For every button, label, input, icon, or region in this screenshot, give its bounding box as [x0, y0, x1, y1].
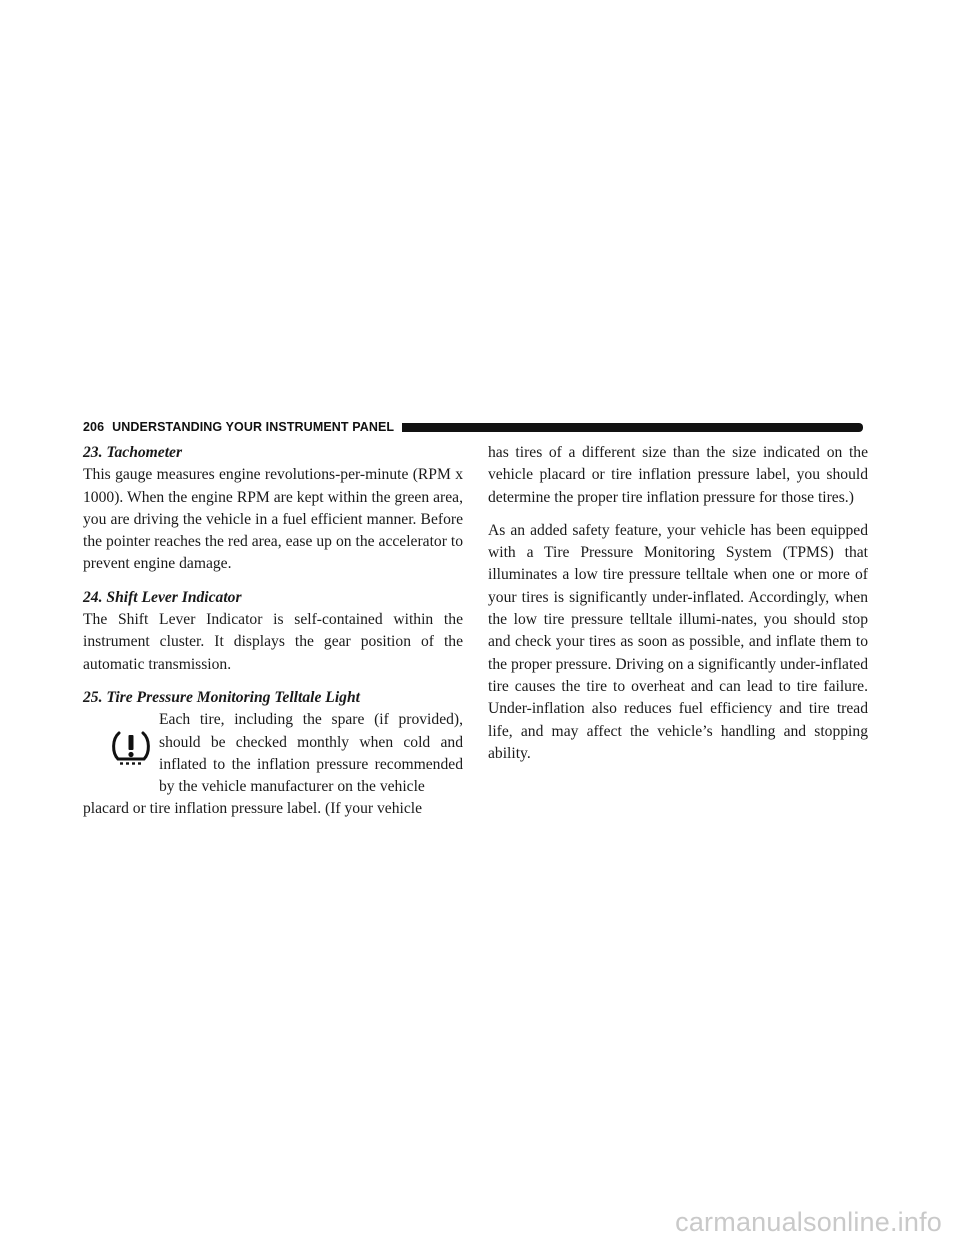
- tpms-continued-text: placard or tire inflation pressure label. (If your vehicle: [83, 800, 423, 818]
- watermark: carmanualsonline.info: [675, 1207, 942, 1237]
- tpms-safety-paragraph: As an added safety feature, your vehicle has been equipped with a Tire Pressure Monitoring System (TPMS) that illuminates a low tire pressure telltale when one or more of your tires is significantly under-inflated. Accordingly, when the low tire pressure telltale illumi-nates, you should stop and check your tires as soon as possible, and inflate them to the proper pressure. Driving on a significantly under-inflated tire causes the tire to overheat and can lead to tire failure. Under-inflation also reduces fuel efficiency and tire tread life, and may affect the vehicle’s handling and stopping ability.: [488, 521, 868, 762]
- tachometer-heading: 23. Tachometer: [83, 444, 183, 461]
- tpms-heading: 25. Tire Pressure Monitoring Telltale Light: [83, 688, 360, 706]
- page-header: [83, 418, 863, 436]
- tachometer-text: This gauge measures engine revolutions-per-minute (RPM x 1000). When the engine RPM are kept within the green area, you are driving the vehicle in a fuel efficient manner. Before the pointer reaches the red area, ease up on the accelerator to prevent engine damage.: [83, 466, 463, 573]
- shift-lever-heading: 24. Shift Lever Indicator: [83, 588, 242, 606]
- tire-pressure-warning-icon: [109, 727, 153, 767]
- header-rule: [402, 423, 863, 432]
- tpms-block: [83, 709, 463, 798]
- tire-size-paragraph: has tires of a different size than the size indicated on the vehicle placard or tire inflation pressure label, you should determine the proper tire inflation pressure for those tires.): [488, 444, 868, 506]
- shift-lever-text: The Shift Lever Indicator is self-contained within the instrument cluster. It displays the gear position of the automatic transmission.: [83, 611, 463, 673]
- page-number: 206: [83, 420, 105, 434]
- tpms-indented-text: Each tire, including the spare (if provided), should be checked monthly when cold and inflated to the inflation pressure recommended by the vehicle manufacturer on the vehicle: [159, 711, 463, 796]
- left-column: [83, 442, 463, 821]
- right-column: [488, 442, 868, 765]
- section-title: UNDERSTANDING YOUR INSTRUMENT PANEL: [112, 420, 395, 434]
